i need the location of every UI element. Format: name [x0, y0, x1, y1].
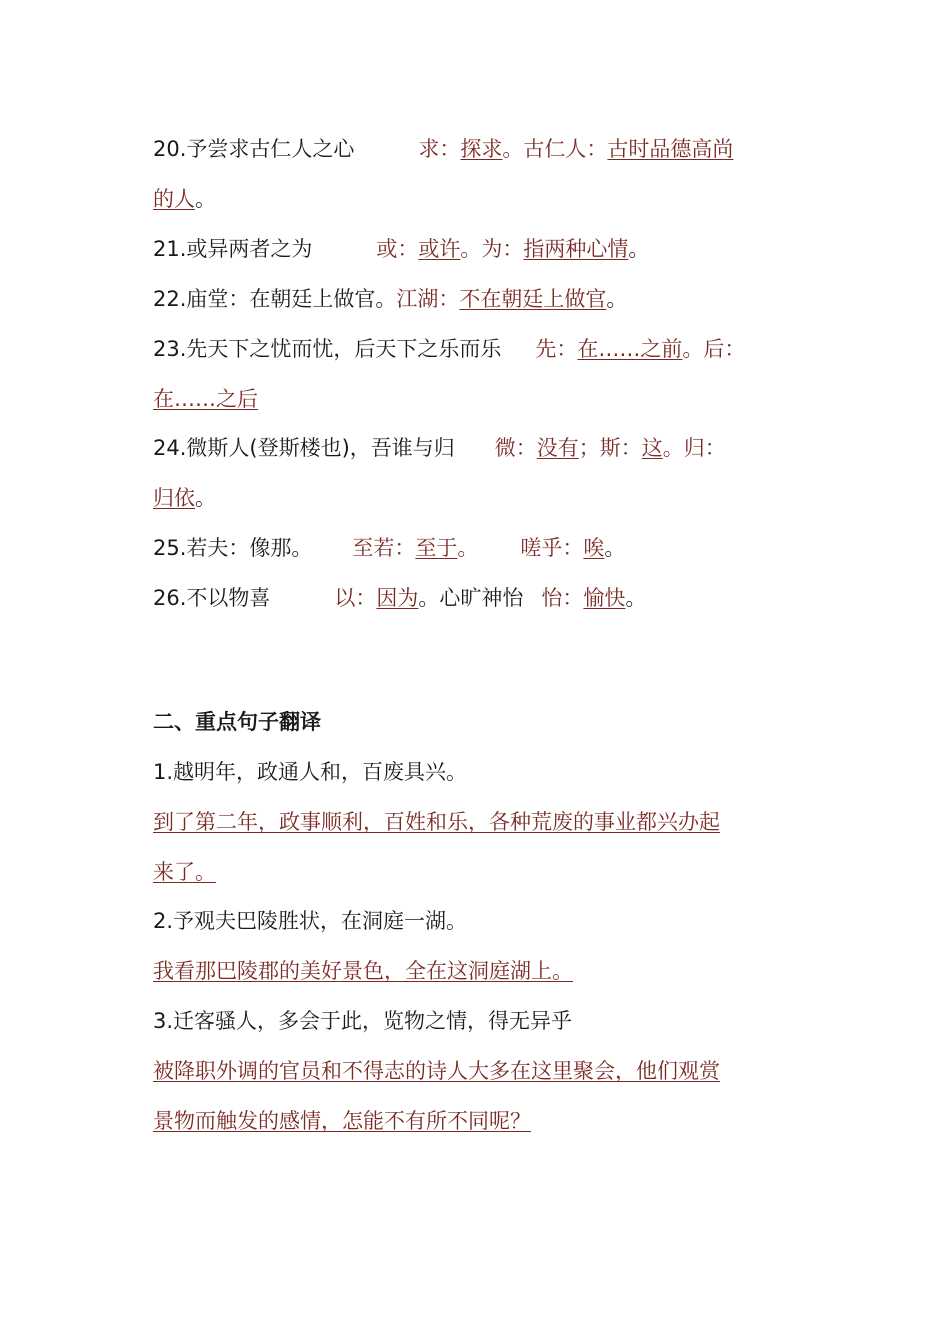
sentence-2-translation: [153, 956, 573, 986]
item-number: 23.: [153, 337, 187, 361]
item-22: [153, 284, 627, 314]
punct: 。: [502, 137, 524, 161]
answer: 因为: [376, 586, 419, 610]
punct: 。: [604, 536, 626, 560]
term-label: 微：: [494, 436, 537, 460]
item-24-cont: [153, 483, 216, 513]
item-text: 心旷神怡: [439, 586, 524, 610]
item-20-cont: [153, 184, 216, 214]
term-label: 江湖：: [396, 287, 460, 311]
sentence-3-translation-cont: [153, 1106, 531, 1136]
term-label: 以：: [334, 586, 377, 610]
punct: 。: [662, 436, 684, 460]
punct: 。: [457, 536, 479, 560]
punct: ；: [578, 436, 600, 460]
item-number: 20.: [153, 137, 187, 161]
answer: 不在朝廷上做官: [459, 287, 607, 311]
translation-text: 我看那巴陵郡的美好景色，全在这洞庭湖上。: [153, 959, 573, 983]
answer: 愉快: [583, 586, 626, 610]
sentence-3-question: 3.迁客骚人，多会于此，览物之情，得无异乎: [153, 1009, 573, 1033]
sentence-2-question: 2.予观夫巴陵胜状，在洞庭一湖。: [153, 909, 468, 933]
punct: 。: [418, 586, 440, 610]
answer: 古时品德高尚: [607, 137, 734, 161]
answer: 归依: [153, 486, 195, 510]
term-label: 归：: [683, 436, 726, 460]
item-number: 26.: [153, 586, 187, 610]
item-number: 22.: [153, 287, 187, 311]
punct: 。: [195, 187, 216, 211]
punct: 。: [606, 287, 628, 311]
item-number: 24.: [153, 436, 187, 460]
item-24: [153, 433, 726, 463]
term-label: 嗟乎：: [520, 536, 584, 560]
sentence-1-question: 1.越明年，政通人和，百废具兴。: [153, 760, 468, 784]
punct: 。: [682, 337, 704, 361]
answer: 探求: [460, 137, 503, 161]
answer: 的人: [153, 187, 195, 211]
answer: 这: [641, 436, 663, 460]
sentence-3-translation: [153, 1056, 720, 1086]
translation-text: 到了第二年，政事顺利，百姓和乐，各种荒废的事业都兴办起: [153, 810, 720, 834]
answer: 至于: [415, 536, 458, 560]
answer: 唉: [583, 536, 605, 560]
translation-text: 来了。: [153, 860, 216, 884]
answer: 指两种心情: [523, 237, 629, 261]
item-number: 25.: [153, 536, 187, 560]
punct: 。: [628, 237, 650, 261]
term-label: 为：: [481, 237, 524, 261]
punct: 。: [195, 486, 216, 510]
item-23-cont: [153, 384, 258, 414]
item-21: [153, 234, 649, 264]
item-26: [153, 583, 646, 613]
sentence-1-translation: [153, 807, 720, 837]
term-label: 至若：: [352, 536, 416, 560]
item-text: 若夫：像那。: [186, 536, 313, 560]
item-23: [153, 334, 745, 364]
item-25: [153, 533, 625, 563]
item-text: 不以物喜: [186, 586, 271, 610]
item-text: 予尝求古仁人之心: [186, 137, 355, 161]
term-label: 后：: [703, 337, 746, 361]
sentence-1-translation-cont: [153, 857, 216, 887]
answer: 在……之后: [153, 387, 258, 411]
answer: 在……之前: [577, 337, 683, 361]
answer: 没有: [536, 436, 579, 460]
term-label: 求：: [418, 137, 461, 161]
item-20: [153, 134, 733, 164]
answer: 或许: [418, 237, 461, 261]
term-label: 先：: [535, 337, 578, 361]
translation-text: 被降职外调的官员和不得志的诗人大多在这里聚会，他们观赏: [153, 1059, 720, 1083]
item-number: 21.: [153, 237, 187, 261]
term-label: 或：: [376, 237, 419, 261]
item-text: 先天下之忧而忧，后天下之乐而乐: [186, 337, 502, 361]
section-heading: 二、重点句子翻译: [153, 710, 321, 734]
item-text: 微斯人(登斯楼也)，吾谁与归: [186, 436, 455, 460]
punct: 。: [625, 586, 647, 610]
item-text: 或异两者之为: [186, 237, 313, 261]
term-label: 怡：: [541, 586, 584, 610]
term-label: 斯：: [599, 436, 642, 460]
punct: 。: [460, 237, 482, 261]
translation-text: 景物而触发的感情，怎能不有所不同呢？: [153, 1109, 531, 1133]
item-text: 庙堂：在朝廷上做官。: [186, 287, 397, 311]
term-label: 古仁人：: [523, 137, 608, 161]
